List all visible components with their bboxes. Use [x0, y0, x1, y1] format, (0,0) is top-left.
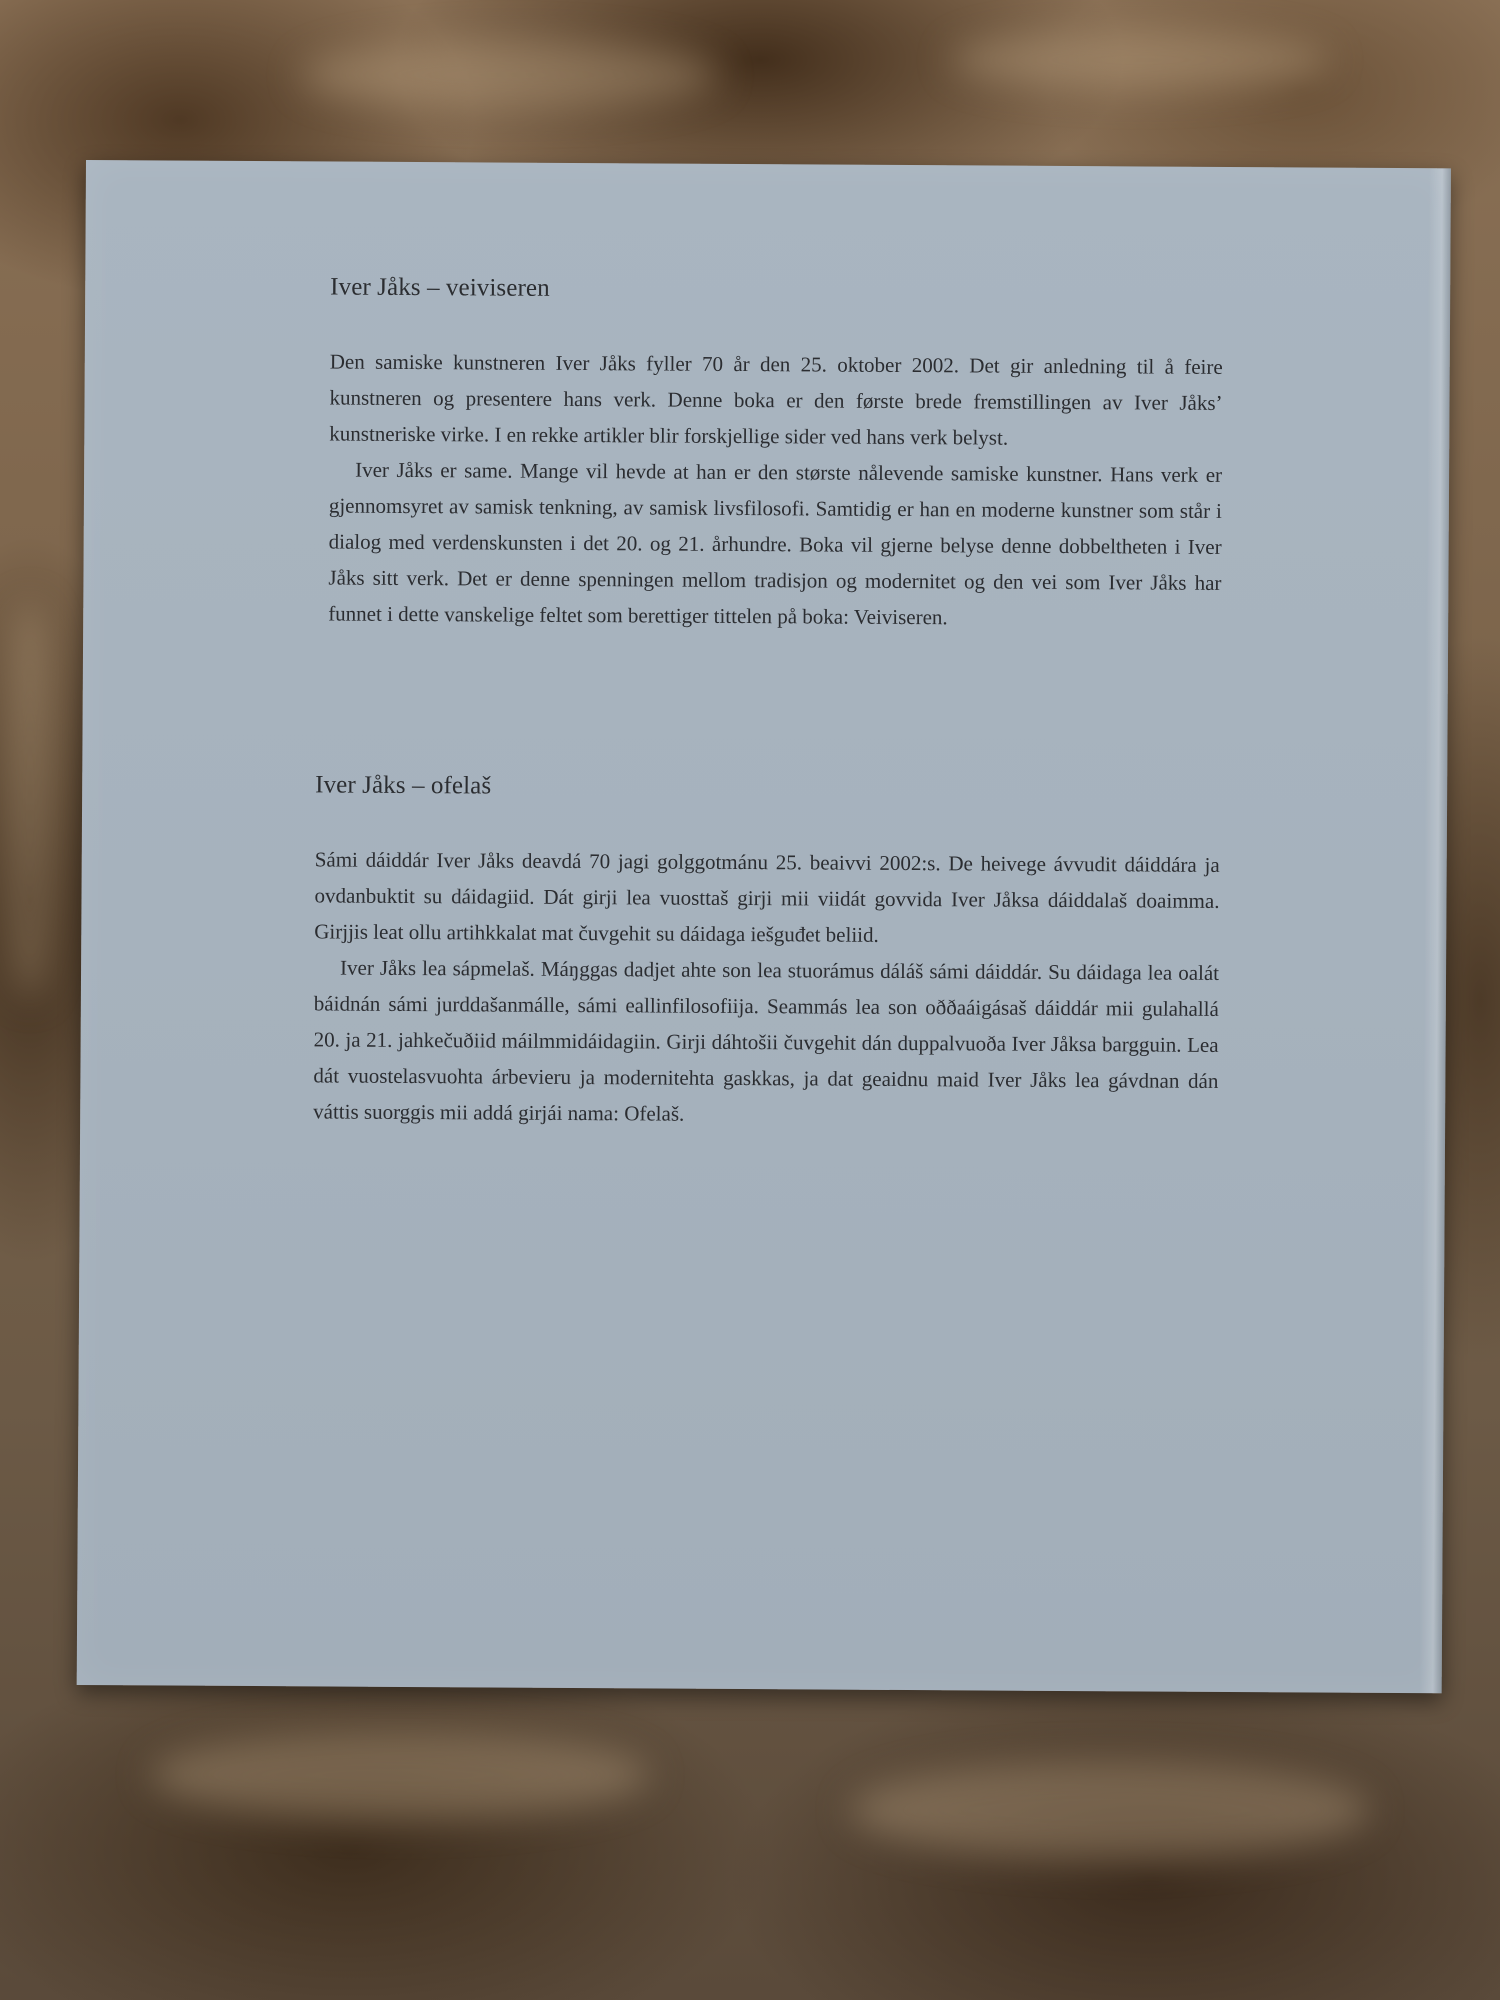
cover-edge [1420, 168, 1451, 1693]
fur-highlight [150, 1730, 650, 1820]
fur-highlight [300, 40, 720, 110]
fur-highlight [950, 30, 1330, 90]
fur-highlight [850, 1760, 1370, 1860]
norwegian-heading: Iver Jåks – veiviseren [330, 273, 550, 302]
sami-blurb [313, 771, 1220, 1135]
sami-heading: Iver Jåks – ofelaš [315, 771, 492, 800]
sami-paragraph-2: Iver Jåks lea sápmelaš. Máŋggas dadjet ahte son lea stuorámus dáláš sámi dáiddár. Su dáidaga lea oalát báidnán sámi jurddašanmálle, sámi eallinfilosofiija. Seammás lea son oððaáigásaš dáiddár mii gulahallá 20. ja 21. jahkečuðiid máilmmidáidagiin. Girji dáhtošii čuvgehit dán duppalvuoða Iver Jåksa bargguin. Lea dát vuostelasvuohta árbevieru ja modernitehta gaskkas, ja dat geaidnu maid Iver Jåks lea gávdnan dán váttis suorggis mii addá girjái nama: Ofelaš. [313, 955, 1220, 1126]
book-back-cover [77, 160, 1451, 1693]
sami-paragraph-1: Sámi dáiddár Iver Jåks deavdá 70 jagi golggotmánu 25. beaivvi 2002:s. De heivege ávvudit dáiddára ja ovdanbuktit su dáidagiid. Dát girji lea vuosttaš girji mii viidát govvida Iver Jåksa dáiddalaš doaimma. Girjjis leat ollu artihkkalat mat čuvgehit su dáidaga iešguđet beliid. [314, 847, 1220, 947]
norwegian-paragraph-1: Den samiske kunstneren Iver Jåks fyller 70 år den 25. oktober 2002. Det gir anledning til å feire kunstneren og presentere hans verk. Denne boka er den første brede fremstillingen av Iver Jåks’ kunstneriske virke. I en rekke artikler blir forskjellige sider ved hans verk belyst. [329, 349, 1223, 450]
fur-highlight [0, 600, 60, 1000]
norwegian-paragraph-2: Iver Jåks er same. Mange vil hevde at han er den største nålevende samiske kunstner. Hans verk er gjennomsyret av samisk tenkning, av samisk livsfilosofi. Samtidig er han en moderne kunstner som står i dialog med verdenskunsten i det 20. og 21. århundre. Boka vil gjerne belyse denne dobbeltheten i Iver Jåks sitt verk. Det er denne spenningen mellom tradisjon og modernitet og den vei som Iver Jåks har funnet i dette vanskelige feltet som berettiger tittelen på boka: Veiviseren. [328, 457, 1223, 630]
norwegian-blurb [328, 273, 1223, 636]
